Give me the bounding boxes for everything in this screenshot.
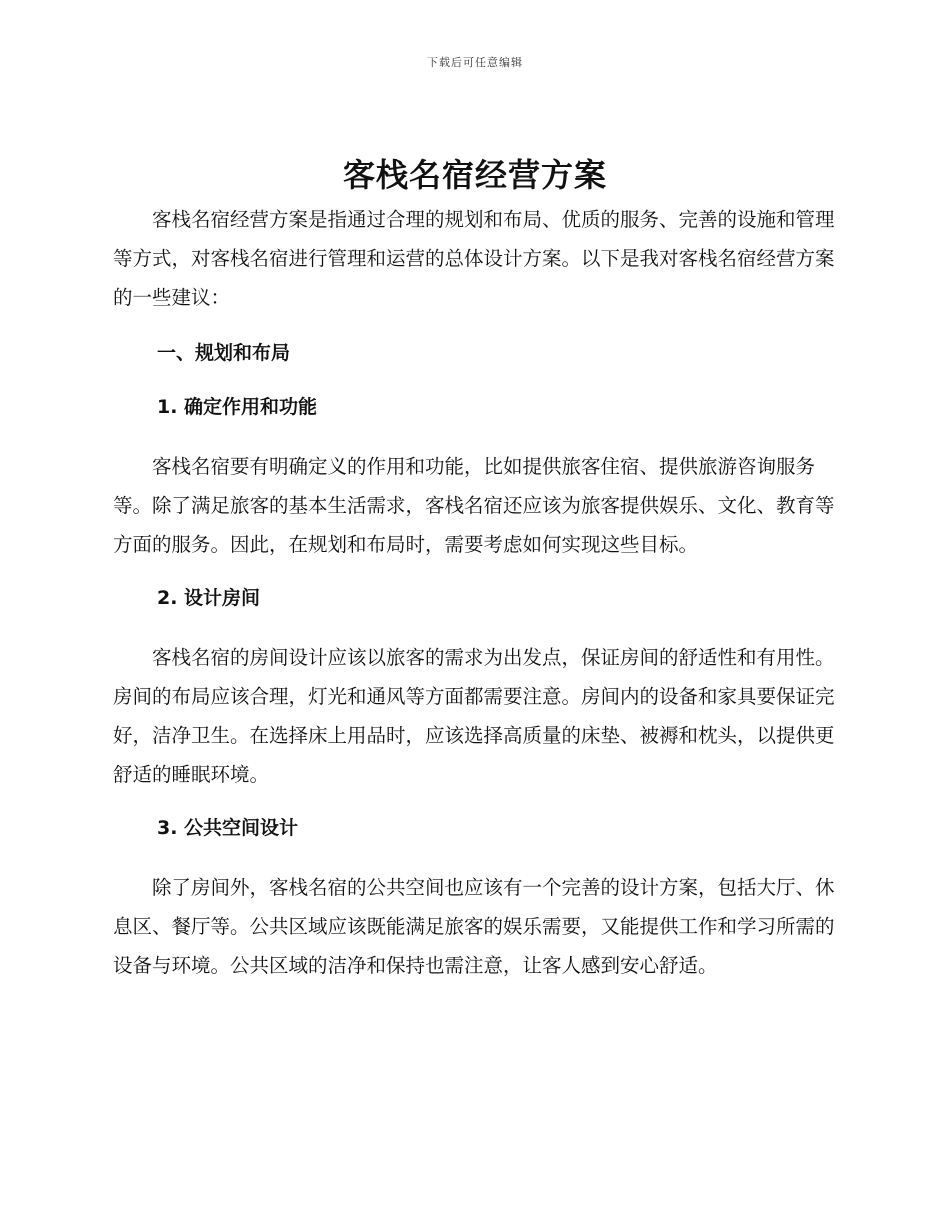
intro-paragraph: 客栈名宿经营方案是指通过合理的规划和布局、优质的服务、完善的设施和管理等方式，对客栈名宿进行管理和运营的总体设计方案。以下是我对客栈名宿经营方案的一些建议： xyxy=(113,208,835,309)
subsection-heading-rooms: 2. 设计房间 xyxy=(157,587,261,609)
paragraph-rooms: 客栈名宿的房间设计应该以旅客的需求为出发点，保证房间的舒适性和有用性。房间的布局应该合理，灯光和通风等方面都需要注意。房间内的设备和家具要保证完好，洁净卫生。在选择床上用品时，应该选择高质量的床垫、被褥和枕头，以提供更舒适的睡眠环境。 xyxy=(113,646,835,786)
paragraph-public-space: 除了房间外，客栈名宿的公共空间也应该有一个完善的设计方案，包括大厅、休息区、餐厅等。公共区域应该既能满足旅客的娱乐需要，又能提供工作和学习所需的设备与环境。公共区域的洁净和保持也需注意，让客人感到安心舒适。 xyxy=(113,876,835,977)
subsection-heading-public-space: 3. 公共空间设计 xyxy=(157,817,299,839)
paragraph-function: 客栈名宿要有明确定义的作用和功能，比如提供旅客住宿、提供旅游咨询服务等。除了满足旅客的基本生活需求，客栈名宿还应该为旅客提供娱乐、文化、教育等方面的服务。因此，在规划和布局时，需要考虑如何实现这些目标。 xyxy=(113,455,835,556)
document-title: 客栈名宿经营方案 xyxy=(342,156,607,194)
spacer xyxy=(113,564,837,584)
header-note: 下载后可任意编辑 xyxy=(427,56,523,69)
section-heading-planning: 一、规划和布局 xyxy=(157,342,291,364)
subsection-heading-function: 1. 确定作用和功能 xyxy=(157,396,318,418)
spacer xyxy=(113,794,837,814)
document-body xyxy=(113,200,837,985)
